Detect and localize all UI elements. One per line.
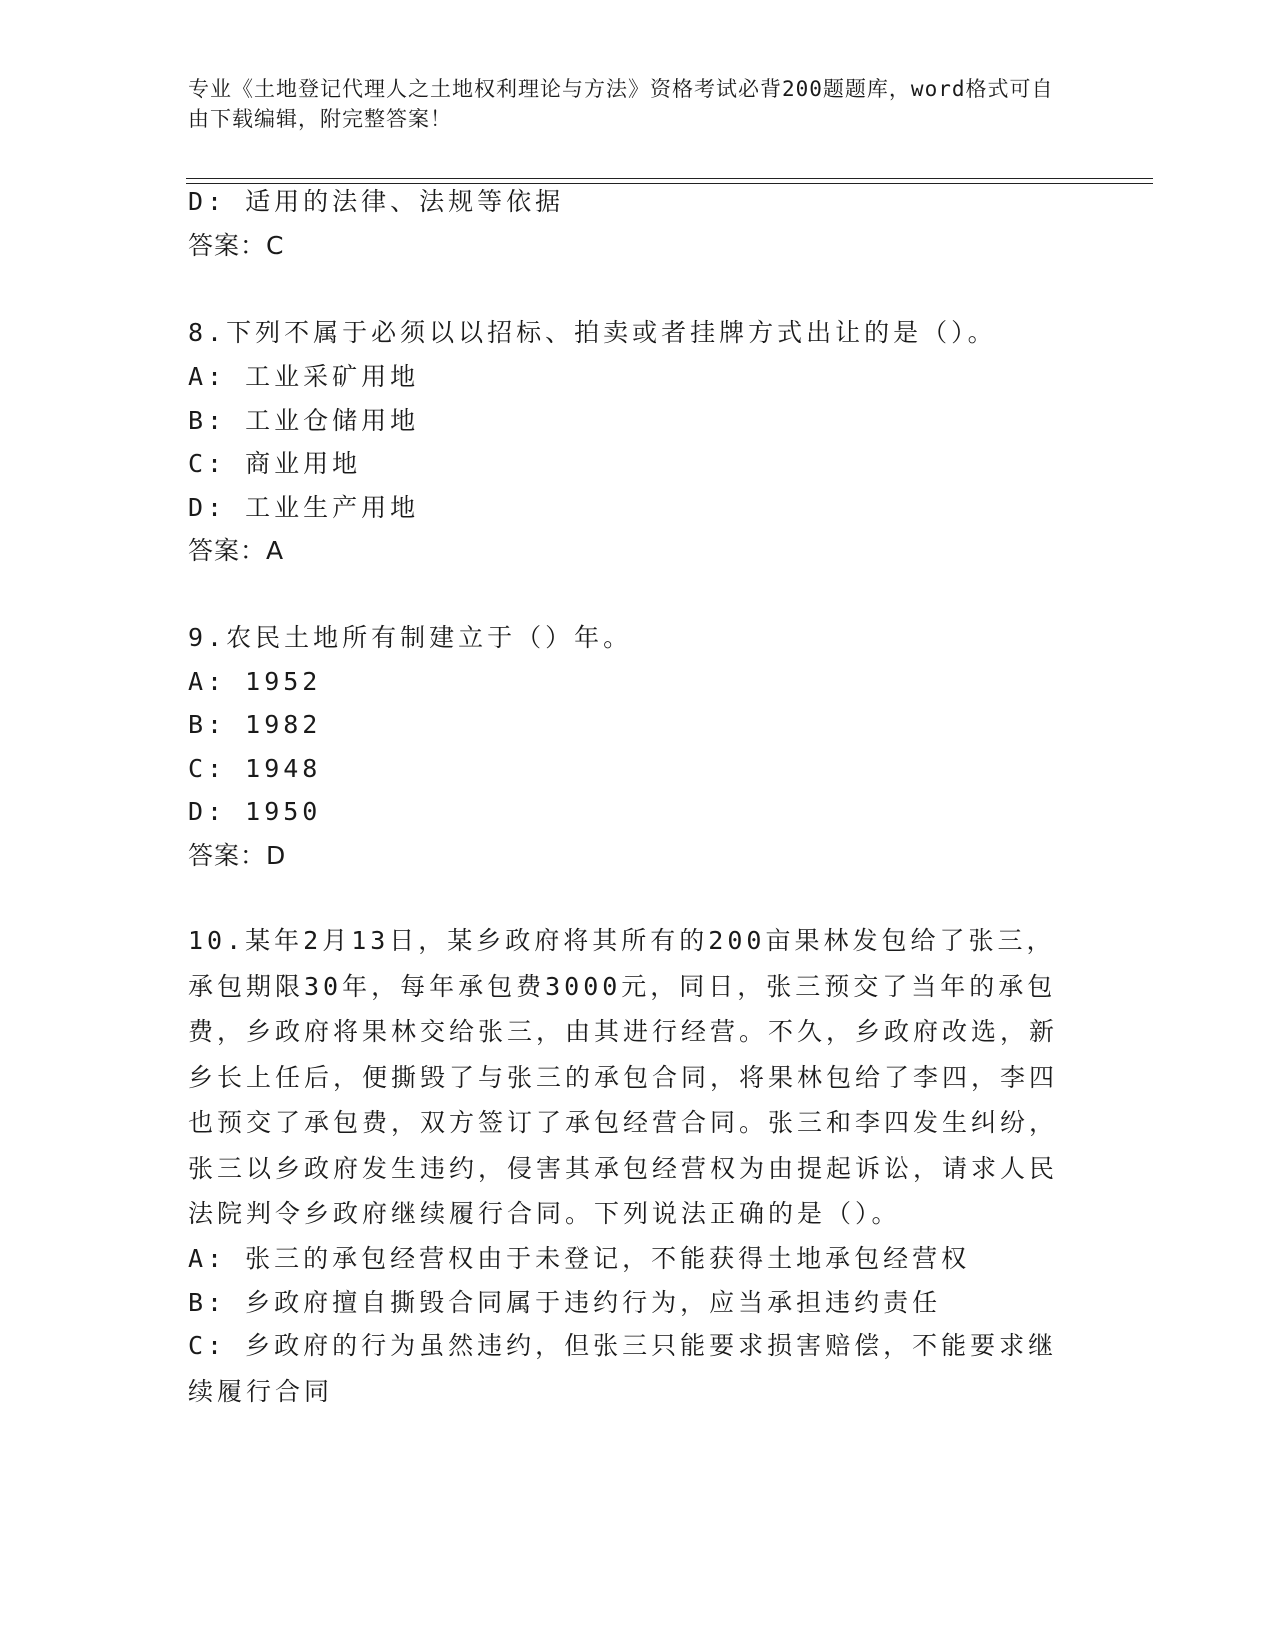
q10-option-c: C: 乡政府的行为虽然违约，但张三只能要求损害赔偿，不能要求继续履行合同	[188, 1331, 1058, 1406]
q8-stem: 8.下列不属于必须以以招标、拍卖或者挂牌方式出让的是（）。	[188, 318, 997, 347]
prev-answer: 答案：C	[188, 231, 285, 260]
prev-option-d: D: 适用的法律、法规等依据	[188, 187, 565, 216]
q10-stem: 10.某年2月13日，某乡政府将其所有的200亩果林发包给了张三，承包期限30年，每年承包费3000元，同日，张三预交了当年的承包费，乡政府将果林交给张三，由其进行经营。不久，乡政府改选，新乡长上任后，便撕毁了与张三的承包合同，将果林包给了李四，李四也预交了承包费，双方签订了承包经营合同。张三和李四发生纠纷，张三以乡政府发生违约，侵害其承包经营权为由提起诉讼，请求人民法院判令乡政府继续履行合同。下列说法正确的是（）。	[188, 926, 1059, 1228]
q9-option-a: A: 1952	[188, 667, 322, 696]
q9-answer: 答案：D	[188, 841, 287, 870]
q8-option-b: B: 工业仓储用地	[188, 406, 420, 435]
q8-answer: 答案：A	[188, 536, 285, 565]
q8-option-c: C: 商业用地	[188, 449, 362, 478]
q10-option-a: A: 张三的承包经营权由于未登记，不能获得土地承包经营权	[188, 1244, 971, 1273]
q8-option-d: D: 工业生产用地	[188, 493, 420, 522]
header-divider-second	[186, 183, 1153, 184]
q9-option-b: B: 1982	[188, 710, 322, 739]
q8-option-a: A: 工业采矿用地	[188, 362, 420, 391]
q10-option-b: B: 乡政府擅自撕毁合同属于违约行为，应当承担违约责任	[188, 1288, 942, 1317]
q9-stem: 9.农民土地所有制建立于（）年。	[188, 623, 633, 652]
q9-option-c: C: 1948	[188, 754, 322, 783]
document-header: 专业《土地登记代理人之土地权利理论与方法》资格考试必背200题题库，word格式可自由下载编辑，附完整答案！	[188, 77, 1054, 131]
q9-option-d: D: 1950	[188, 797, 322, 826]
header-divider	[186, 178, 1153, 179]
